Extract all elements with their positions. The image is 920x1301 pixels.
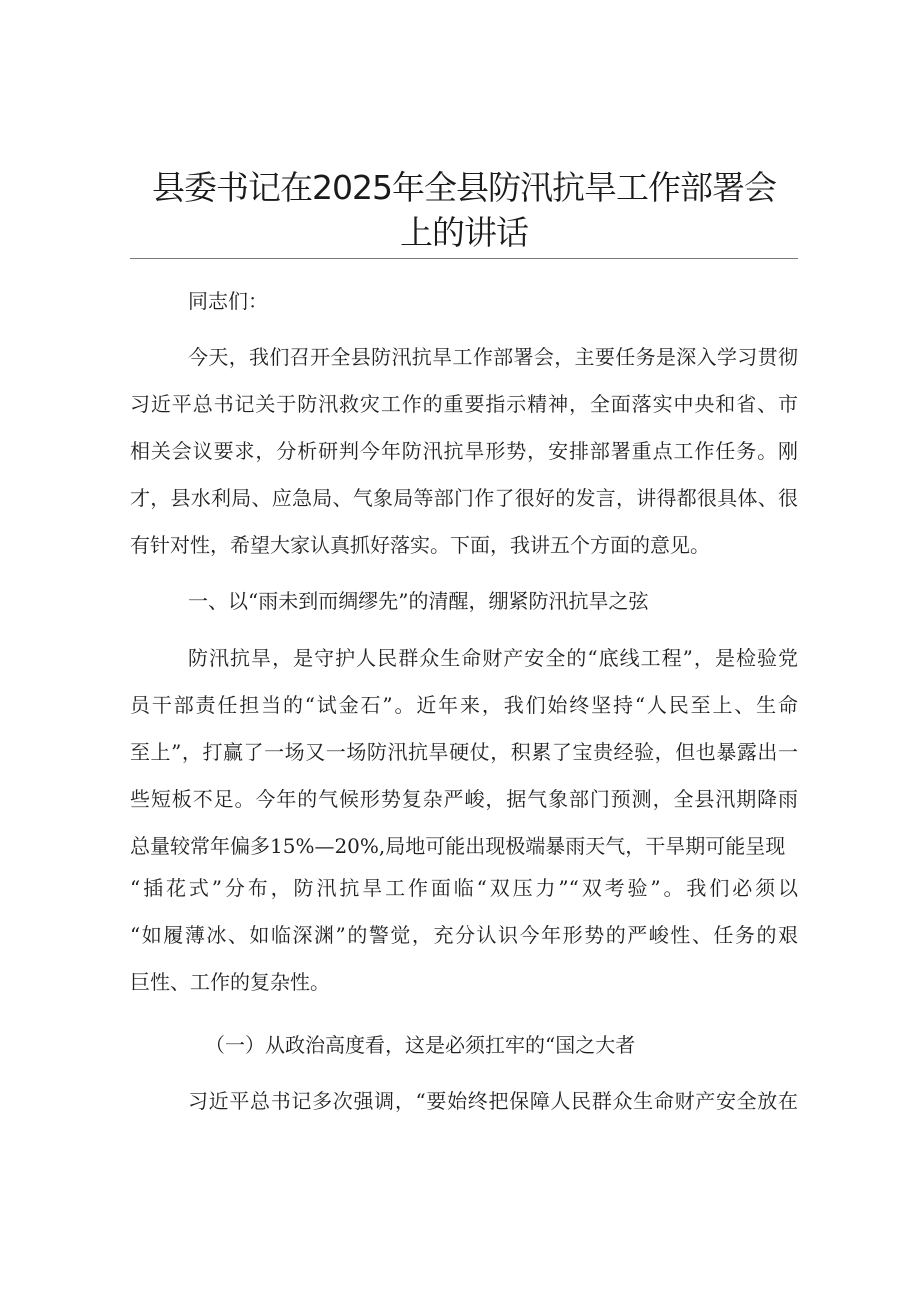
title-divider xyxy=(130,258,798,259)
paragraph-1-line-2: 习近平总书记关于防汛救灾工作的重要指示精神，全面落实中央和省、市 xyxy=(130,392,798,416)
greeting: 同志们： xyxy=(188,289,268,313)
paragraph-2-line-1: 防汛抗旱，是守护人民群众生命财产安全的“底线工程”，是检验党 xyxy=(188,646,798,670)
section-heading-1: 一、以“雨未到而绸缪先”的清醒，绷紧防汛抗旱之弦 xyxy=(188,589,649,613)
document-title-line-1: 县委书记在2025年全县防汛抗旱工作部署会 xyxy=(152,168,776,207)
subsection-heading-1: （一）从政治高度看，这是必须扛牢的“国之大者 xyxy=(205,1033,636,1057)
paragraph-2-line-3: 至上”，打赢了一场又一场防汛抗旱硬仗，积累了宝贵经验，但也暴露出一 xyxy=(130,740,798,764)
paragraph-1-line-1: 今天，我们召开全县防汛抗旱工作部署会，主要任务是深入学习贯彻 xyxy=(188,345,798,369)
paragraph-2-line-2: 员干部责任担当的“试金石”。近年来，我们始终坚持“人民至上、生命 xyxy=(130,693,798,717)
paragraph-2-line-7: “如履薄冰、如临深渊”的警觉，充分认识今年形势的严峻性、任务的艰 xyxy=(130,923,798,947)
paragraph-1-line-5: 有针对性，希望大家认真抓好落实。下面，我讲五个方面的意见。 xyxy=(130,533,710,557)
paragraph-1-line-3: 相关会议要求，分析研判今年防汛抗旱形势，安排部署重点工作任务。刚 xyxy=(130,439,798,463)
paragraph-2-line-5: 总量较常年偏多15%—20%,局地可能出现极端暴雨天气，干旱期可能呈现 xyxy=(130,834,786,858)
paragraph-1-line-4: 才，县水利局、应急局、气象局等部门作了很好的发言，讲得都很具体、很 xyxy=(130,486,798,510)
paragraph-2-line-4: 些短板不足。今年的气候形势复杂严峻，据气象部门预测，全县汛期降雨 xyxy=(130,787,798,811)
paragraph-2-line-8: 巨性、工作的复杂性。 xyxy=(130,970,330,994)
paragraph-3-line-1: 习近平总书记多次强调，“要始终把保障人民群众生命财产安全放在 xyxy=(188,1089,798,1113)
document-title-line-2: 上的讲话 xyxy=(400,213,528,252)
paragraph-2-line-6: “插花式”分布，防汛抗旱工作面临“双压力”“双考验”。我们必须以 xyxy=(130,876,798,900)
